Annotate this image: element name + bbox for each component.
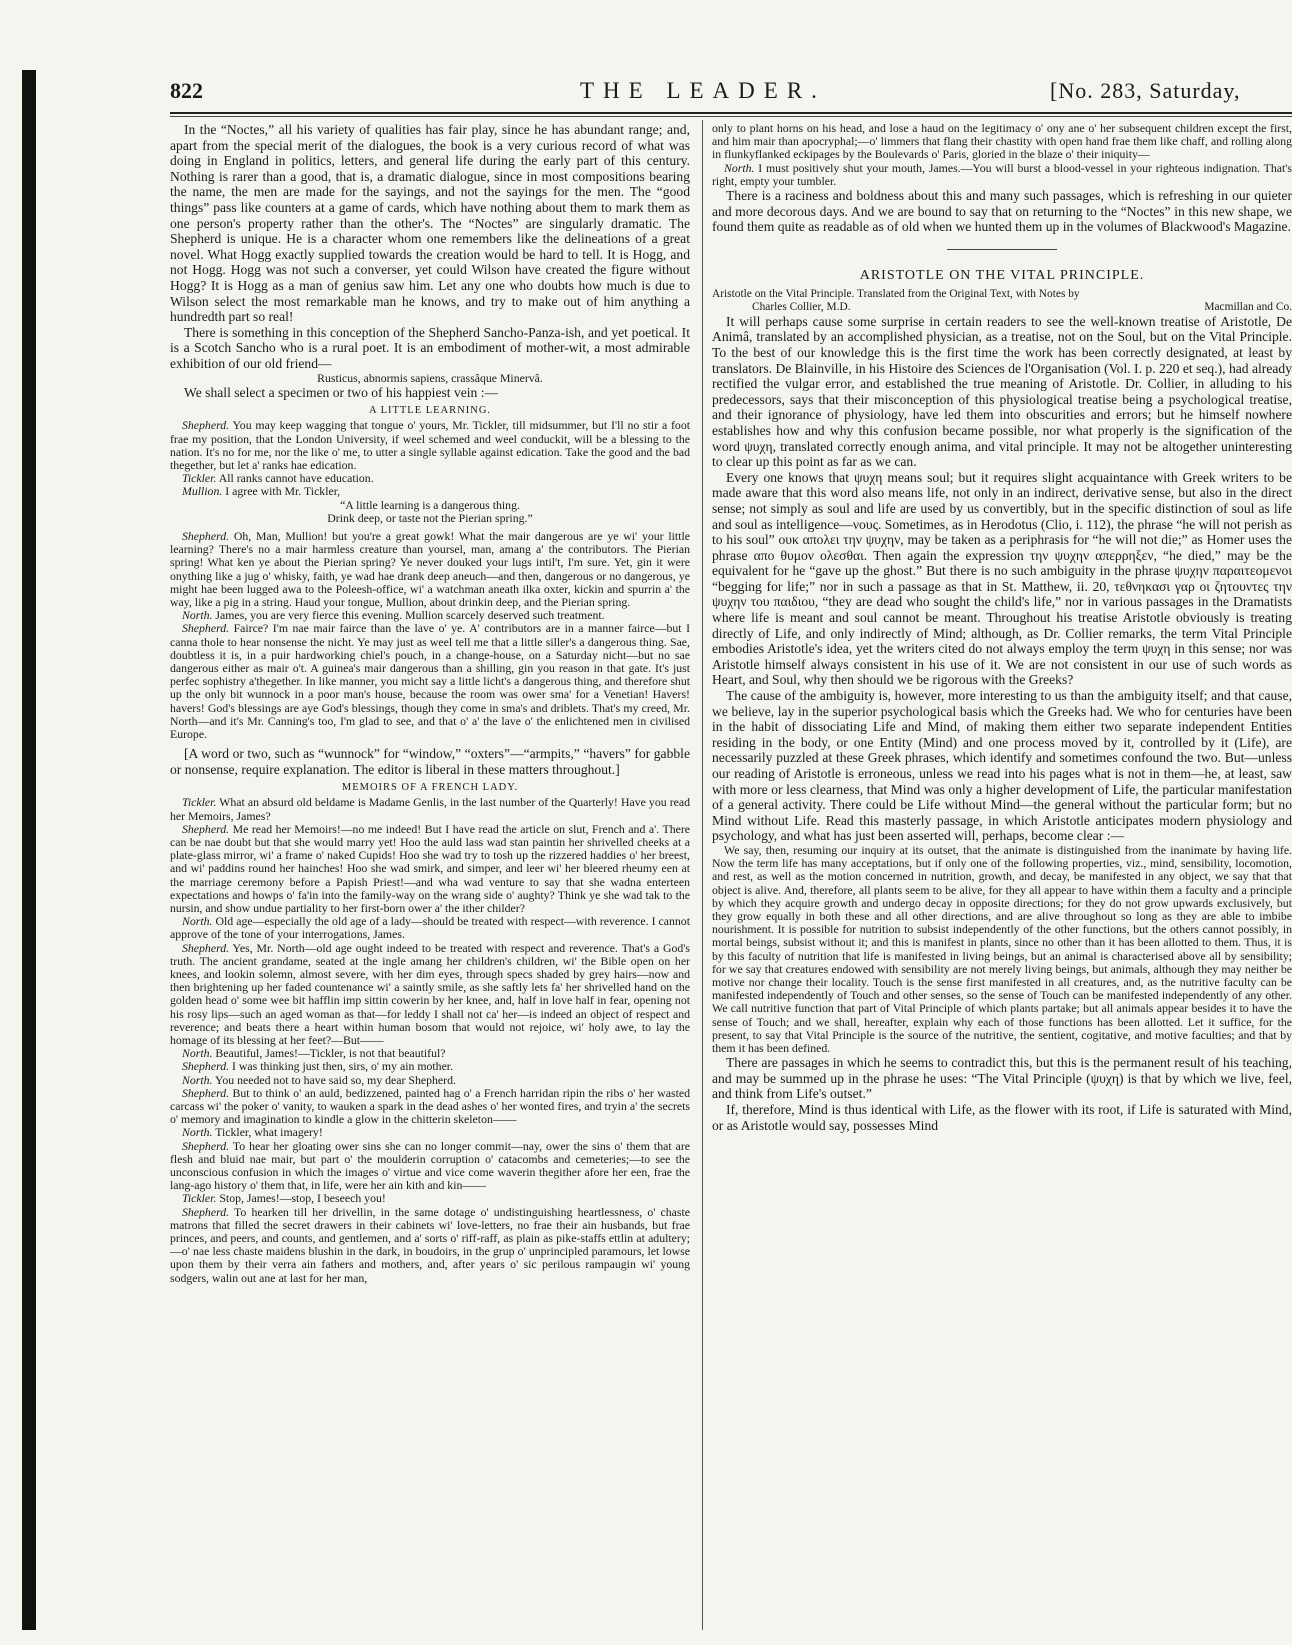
speaker: Shepherd. [182,821,230,836]
speech: Stop, James!—stop, I beseech you! [216,1191,386,1206]
speech: Tickler, what imagery! [212,1125,323,1140]
speaker: Shepherd. [182,621,230,636]
verse-line: Drink deep, or taste not the Pierian spring.” [327,510,533,525]
dialogue-line [170,419,690,472]
speaker: North. [182,1046,213,1061]
column-divider [702,120,703,1630]
dialogue-block [170,419,690,498]
speaker: Tickler. [182,471,217,486]
speaker: North. [182,608,213,623]
speech: I must positively shut your mouth, James.—You will burst a blood-vessel in your righteous indignation. That's right, empty your tumbler. [712,160,1292,188]
motto: Rusticus, abnormis sapiens, crassâque Minervâ. [317,370,543,385]
citation-publisher: Macmillan and Co. [1204,300,1292,313]
dialogue-line [170,530,690,609]
speaker: North. [182,1125,213,1140]
dialogue-line [170,485,690,498]
speaker: Shepherd. [182,1059,230,1074]
speaker: North. [182,914,213,929]
speaker: Shepherd. [182,1138,230,1153]
dialogue-line [170,915,690,941]
speech: Yes, Mr. North—old age ought indeed to be treated with respect and reverence. That's a God's truth. The ancient grandame, seated at the ingle amang her children's children, wi' the Bible open on her knees, and lookin solemn, almost severe, with her dim eyes, through specs shaded by grey hairs—now and then brightening up her faded countenance wi' a saintly smile, as she saftly lets fa' her shrivelled hand on the golden head o' some wee bit hafflin imp sittin cowerin by her knee, and, half in love half in fear, opening not his rosy lips—such an aged woman as that—for leddy I shall not ca' her—is indeed an object of respect and reverence; and beats there a heart within human bosom that would not rejoice, wi' holy awe, to lay the homage of its blessing at her feet?—But—— [170,940,690,1048]
article-citation: Aristotle on the Vital Principle. Translated from the Original Text, with Notes by [712,287,1080,300]
speaker: Shepherd. [182,418,230,433]
speech: All ranks cannot have education. [216,471,374,486]
article-citation-line [712,301,1292,314]
speaker: Tickler. [182,1191,217,1206]
dialogue-line [170,942,690,1048]
speech: Beautiful, James!—Tickler, is not that beautiful? [212,1046,446,1061]
block-quote: We say, then, resuming our inquiry at its outset, that the animate is distinguished from the inanimate by having life. Now the term life has many acceptations, but if only one of the following properties, viz., mind, sensibility, locomotion, and rest, as well as the motion concerned in nutrition, growth, and decay, be manifested in any object, we say that that object is alive. And, therefore, all plants seem to be alive, for they all appear to have within them a faculty and a principle by which they acquire growth and undergo decay in opposite directions; for they do not grow upwards exclusively, but they grow equally in both these and all other directions, and are alive throughout so long as they are able to imbibe nourishment. It is possible for nutrition to subsist independently of the other functions, but the others cannot possibly, in mortal beings, subsist without it; and this is manifest in plants, since no other than it has been allotted to them. Thus, it is by this faculty of nutrition that life is manifested in living beings, but an animal is characterised above all by sensibility; for we say that creatures endowed with sensibility are not merely living beings, but animals, although they may neither be motive nor change their locality. Touch is the sense first manifested in all creatures, and, as the nutritive faculty can be manifested independently of Touch and other senses, so the sense of Touch can be manifested independently of any other. We call nutritive function that part of Vital Principle of which plants partake; but all animals appear besides it to have the sense of Touch; and we shall, hereafter, explain why each of those functions has been allotted. Let it suffice, for the present, to say that Vital Principle is the source of the nutritive, the sentient, cogitative, and motive faculties; and that by them it has been defined. [712,842,1292,1056]
section-subheading: MEMOIRS OF A FRENCH LADY. [341,782,519,794]
left-column [170,122,690,1632]
dialogue-line [170,1087,690,1127]
section-divider [947,249,1057,250]
header-rule-thin [170,116,1292,117]
dialogue-line [170,1206,690,1285]
binding-shadow [22,70,36,1630]
masthead-title: THE LEADER. [580,78,826,103]
speaker: Shepherd. [182,528,230,543]
dialogue-line [712,162,1292,188]
speech: You needed not to have said so, my dear Shepherd. [212,1072,456,1087]
paragraph: There are passages in which he seems to contradict this, but this is the permanent result of his teaching, and may be summed up in the phrase he uses: “The Vital Principle (ψυχη) is that by which we live, feel, and think from Life's outset.” [712,1055,1292,1102]
paragraph: If, therefore, Mind is thus identical with Life, as the flower with its root, if Life is saturated with Mind, or as Aristotle would say, possesses Mind [712,1102,1292,1133]
dialogue-line [170,823,690,915]
dialogue-block [170,796,690,1285]
speech: To hear her gloating ower sins she can no longer commit—nay, ower the sins o' them that are flesh and bluid nae mair, but part o' the moulderin corruption o' catacombs and cemeteries;—to see the unconscious confusion in which the images o' virtue and vice come waverin thegither afore her een, frae the lang-ago history o' them that, in life, were her ain kith and kin—— [170,1138,690,1193]
citation-author: Charles Collier, M.D. [752,300,851,313]
page-header [170,78,1290,112]
speech: Me read her Memoirs!—no me indeed! But I have read the article on slut, French and a'. There can be nae doubt but that she would marry yet! Hoo the auld lass wad stan paintin her shrivelled cheeks at a plate-glass mirror, wi' a frame o' naked Cupids! Hoo she wad try to tosh up the rizzered haddies o' her breest, and wi' paddins round her hainches! Hoo she wad smirk, and simper, and leer wi' her bleered rheumy een at the marriage ceremony before a Papish Priest!—and wha wad venture to say that she wadna enterteen expectations and howps o' fa'in into the family-way on the wrang side o' aughty? Think ye she wad tak to the nursin, and show undue partiality to her first-born ower a' the ither childer? [170,821,690,915]
paragraph: Every one knows that ψυχη means soul; but it requires slight acquaintance with Greek writers to be made aware that this word also means life, not only in an indirect, derivative sense, but also in the direct sense; not simply as soul and life are used by us convertibly, but in the specific distinction of soul as life and soul as intelligence—νους. Sometimes, as in Herodotus (Clio, i. 112), the phrase “he will not perish as to his soul” ουκ απολει την ψυχην, may be taken as a periphrasis for “he will not die;” as Homer uses the phrase απο θυμον ολεσθαι. Then again the expression την ψυχην απερρηξεν, “he died,” may be the equivalent for he “gave up the ghost.” But there is no such ambiguity in the phrase ψυχην παραιτεομενοι “begging for life;” nor in such a passage as that in St. Matthew, ii. 20, τεθνηκασι γαρ οι ζητουντες την ψυχην του παιδιου, “they are dead who sought the child's life,” nor in various passages in the Dramatists where life is meant and soul cannot be meant. Throughout his treatise Aristotle obviously is treating directly of Life, and only indirectly of Mind; although, as Dr. Collier remarks, the term Vital Principle embodies Aristotle's idea, yet the writers cited do not always employ the term ψυχη in this sense; nor was Aristotle himself always consistent in his use of it. We are not consistent in our use of such words as Heart, and Soul, why then should we be rigorous with the Greeks? [712,469,1292,688]
dialogue-line [170,622,690,741]
speaker: Tickler. [182,795,217,810]
speaker: North. [724,160,755,175]
speech: You may keep wagging that tongue o' yours, Mr. Tickler, till midsummer, but I'll no stir a foot frae my position, that the London University, if weel schemed and weel conduckit, will be a blessing to the nation. It's no for me, nor the like o' me, to utter a single syllable against edication. Take the good and the bad thegether, but let a' ranks hae edication. [170,418,690,472]
speech: Fairce? I'm nae mair fairce than the lave o' ye. A' contributors are in a manner fairce—but I canna thole to hear nonsense the nicht. Ye may just as weel tell me that a little siller's a dangerous thing. Sae, doubtless it is, in a puir hardworking chiel's pouch, in a change-house, on a Saturday nicht—but no sae dangerous either as mair o't. A guinea's mair dangerous than a shilling, gin you reason in that gate. It's just perfec sophistry a'thegether. In like manner, you micht say a little licht's a dangerous thing, and therefore shut up the only bit wunnock in a poor man's house, because the room was ower sma' for a Venetian! Havers! havers! God's blessings are aye God's blessings, though they come in sma's and driblets. That's my creed, Mr. North—and it's Mr. Canning's too, I'm glad to see, and that o' a' the lave o' the enlichtened men in civilised Europe. [170,621,690,741]
editor-note: [A word or two, such as “wunnock” for “window,” “oxters”—“armpits,” “havers” for gabble or nonsense, require explanation. The editor is liberal in these matters throughout.] [170,746,690,777]
dialogue-line [170,1140,690,1193]
page-number: 822 [170,78,203,103]
speaker: Mullion. [182,484,223,499]
speaker: Shepherd. [182,940,230,955]
right-column [712,122,1292,1632]
speech: I was thinking just then, sirs, o' my ain mother. [229,1059,454,1074]
paragraph: There is something in this conception of the Shepherd Sancho-Panza-ish, and yet poetical. It is a Scotch Sancho who is a rural poet. It is an embodiment of mother-wit, a most admirable exhibition of our old friend— [170,324,690,371]
paragraph: only to plant horns on his head, and lose a haud on the legitimacy o' ony ane o' her subsequent children except the first, and him mair than apocryphal;—o' limmers that flang their chastity with open hand frae them like chaff, and rolling along in flunkyflanked eckipages by the Boulevards o' Paris, gloried in the blaze o' their iniquity— [712,122,1292,162]
speech: To hearken till her drivellin, in the same dotage o' undistinguishing heartlessness, o' chaste matrons that filled the secret drawers in their cabinets wi' love-letters, no frae their ain husbands, but frae princes, and peers, and counts, and gentlemen, and a' sorts o' riff-raff, as plain as pike-staffs ettlin at adultery;—o' nae less chaste maidens blushin in the dark, in boudoirs, in the grup o' unprincipled paramours, let lowse upon them by their verra ain fathers and mothers, and, after years o' sic perilous rampaugin wi' young sodgers, walin out ane at last for her man, [170,1204,690,1285]
paragraph: The cause of the ambiguity is, however, more interesting to us than the ambiguity itself; and that cause, we believe, lay in the superior psychological basis which the Greeks had. We who for centuries have been in the habit of dissociating Life and Mind, of making them either two separate independent Entities residing in the body, or one Entity (Mind) and one process moved by it, controlled by it (Life), are necessarily puzzled at these Greek phrases, which identify and sometimes confound the two. But—unless our reading of Aristotle is erroneous, unless we read into his pages what is not in them—he, at least, saw with more or less clearness, that Mind was only a higher development of Life, the particular manifestation of a general activity. There could be Life without Mind—the general without the particular form; but no Mind without Life. Read this masterly passage, in which Aristotle anticipates modern physiology and psychology, and what has just been asserted will, perhaps, become clear :— [712,688,1292,844]
verse-line: “A little learning is a dangerous thing. [340,497,520,512]
dialogue-line [170,796,690,822]
header-rule [170,112,1292,114]
speech: Oh, Man, Mullion! but you're a great gowk! What the mair dangerous are ye wi' your little learning? There's no a mair harmless creature than yoursel, man, amang a' the contributors. The Pierian spring! What ken ye about the Pierian spring? Ye never douked your lugs intil't, I'm sure. Yet, gin it were onything like a jug o' whisky, faith, ye wad hae drank deep aneuch—and then, dangerous or no dangerous, ye might hae been lugged awa to the Poleesh-office, wi' a watchman aneath ilka oxter, kickin and spurrin a' the way, like a pig in a string. Haud your tongue, Mullion, about drinkin deep, and the Pierian spring. [170,528,690,609]
paragraph: We shall select a specimen or two of his happiest vein :— [184,384,499,400]
issue-label: [No. 283, Saturday, [1050,78,1241,103]
speaker: North. [182,1072,213,1087]
speaker: Shepherd. [182,1085,230,1100]
paragraph: It will perhaps cause some surprise in certain readers to see the well-known treatise of Aristotle, De Animâ, translated by an accomplished physician, as a treatise, not on the Soul, but on the Vital Principle. To the best of our knowledge this is the first time the work has been correctly designated, at least by translators. De Blainville, in his Histoire des Sciences de l'Organisation (Vol. I. p. 220 et seq.), had already rectified the vulgar error, and established the true meaning of Aristotle. Dr. Collier, in alluding to his predecessors, says that their misconception of this physiological treatise being a psychological treatise, and their ignorance of physiology, have led them into obscurities and errors; but he himself nowhere establishes how and why this confusion became possible, nor what properly is the signification of the word ψυχη, translated correctly enough anima, and vital principle. It may not be altogether uninteresting to clear up this point as far as we can. [712,313,1292,470]
speech: James, you are very fierce this evening. Mullion scarcely deserved such treatment. [212,608,605,623]
dialogue-block [170,530,690,741]
article-title: ARISTOTLE ON THE VITAL PRINCIPLE. [859,267,1145,283]
speech: Old age—especially the old age of a lady—should be treated with respect—with reverence. I cannot approve of the tone of your interrogations, James. [170,914,690,942]
speech: I agree with Mr. Tickler, [222,484,341,499]
paragraph: In the “Noctes,” all his variety of qualities has fair play, since he has abundant range; and, apart from the special merit of the dialogues, the book is a very curious record of what was doing in England in politics, letters, and general life during the early part of this century. Nothing is rarer than a good, that is, a dramatic dialogue, since in most compositions bearing the name, the men are made for the sayings, and not the sayings for the men. The “good things” pass like counters at a game of cards, which have nothing about them to mark them as one person's property rather than the other's. The “Noctes” are singularly dramatic. The Shepherd is unique. He is a character whom one remembers like the delineations of a great novel. What Hogg exactly supplied towards the creation would be hard to tell. It is Hogg, and not Hogg. Hogg was not such a converser, yet could Wilson have created the figure without Hogg? It is Hogg as a man of genius saw him. Let any one who doubts how much is due to Wilson select the most remarkable man he knows, and try to make out of him anything a hundredth part so real! [170,122,690,325]
speech: But to think o' an auld, bedizzened, painted hag o' a French harridan ripin the ribs o' her wasted carcass wi' the poker o' vanity, to wauken a spark in the dead ashes o' her wonted fires, and tryin a' the secrets o' memory and imagination to kindle a glow in the chitterin skeleton—— [170,1085,690,1127]
section-subheading: A LITTLE LEARNING. [368,405,492,417]
speech: What an absurd old beldame is Madame Genlis, in the last number of the Quarterly! Have you read her Memoirs, James? [170,795,690,823]
paragraph: There is a raciness and boldness about this and many such passages, which is refreshing in our quieter and more decorous days. And we are bound to say that on returning to the “Noctes” in this new shape, we found them quite as readable as of old when we hunted them up in the volumes of Blackwood's Magazine. [712,188,1292,235]
speaker: Shepherd. [182,1204,230,1219]
